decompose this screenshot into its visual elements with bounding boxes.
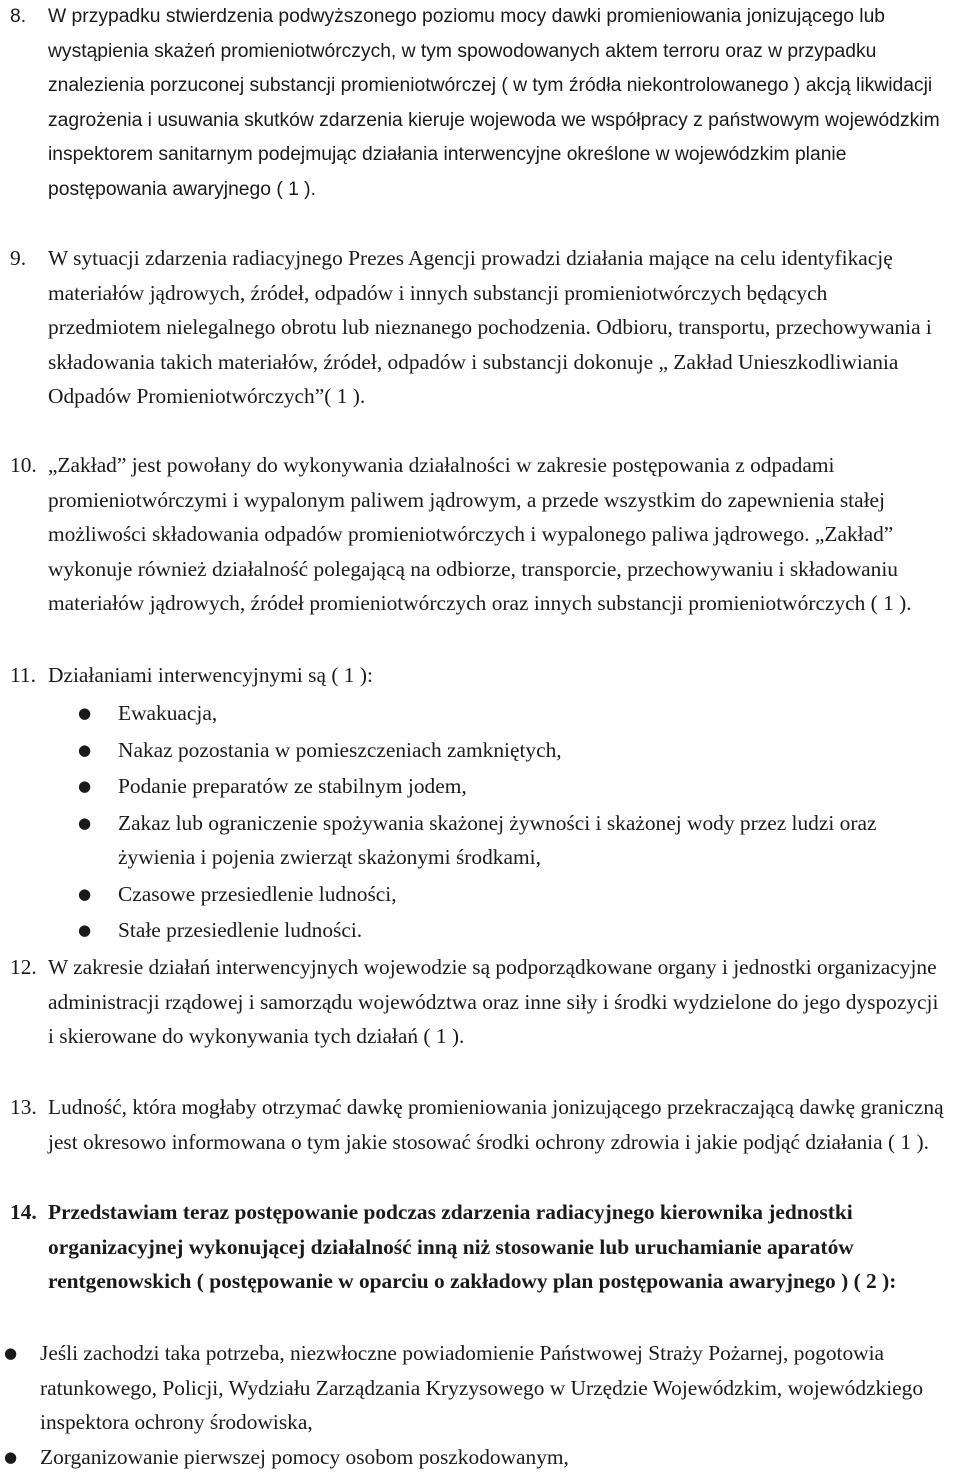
paragraph-10 <box>10 448 945 621</box>
list-item <box>78 806 958 875</box>
bullet-icon: ● <box>78 704 92 722</box>
list-item-text: Czasowe przesiedlenie ludności, <box>118 881 397 906</box>
paragraph-number: 13. <box>10 1095 37 1119</box>
paragraph-number: 14. <box>10 1200 37 1224</box>
paragraph-14 <box>10 1195 945 1299</box>
list-item <box>78 733 958 768</box>
list-item-text: Nakaz pozostania w pomieszczeniach zamkniętych, <box>118 737 562 762</box>
list-item <box>78 877 958 912</box>
paragraph-number: 9. <box>10 246 27 270</box>
procedure-list <box>0 1336 950 1474</box>
paragraph-text: Działaniami interwencyjnymi są ( 1 ): <box>48 663 373 687</box>
interventions-list <box>78 696 958 948</box>
paragraph-8 <box>10 0 945 207</box>
bullet-icon: ● <box>4 1344 18 1362</box>
paragraph-12 <box>10 950 945 1054</box>
paragraph-text: „Zakład” jest powołany do wykonywania działalności w zakresie postępowania z odpadami promieniotwórczymi i wypalonym paliwem jądrowym, a przede wszystkim do zapewnienia stałej możliwości składowania odpadów promieniotwórczych i wypalonego paliwa jądrowego. „Zakład” wykonuje również działalność polegającą na odbiorze, transporcie, przechowywaniu i składowaniu materiałów jądrowych, źródeł promieniotwórczych oraz innych substancji promieniotwórczych ( 1 ). <box>48 453 912 615</box>
paragraph-text: W zakresie działań interwencyjnych wojewodzie są podporządkowane organy i jednostki organizacyjne administracji rządowej i samorządu województwa oraz inne siły i środki wydzielone do jego dyspozycji i skierowane do wykonywania tych działań ( 1 ). <box>48 955 939 1048</box>
bullet-icon: ● <box>78 884 92 903</box>
paragraph-text: W przypadku stwierdzenia podwyższonego poziomu mocy dawki promieniowania jonizującego lub wystąpienia skażeń promieniotwórczych, w tym spowodowanych aktem terroru oraz w przypadku znalezienia porzuconej substancji promieniotwórczej ( w tym źródła niekontrolowanego ) akcją likwidacji zagrożenia i usuwania skutków zdarzenia kieruje wojewoda we współpracy z państwowym wojewódzkim inspektorem sanitarnym podejmując działania interwencyjne określone w wojewódzkim planie postępowania awaryjnego ( 1 ). <box>48 6 940 200</box>
paragraph-text: Ludność, która mogłaby otrzymać dawkę promieniowania jonizującego przekraczającą dawkę graniczną jest okresowo informowana o tym jakie stosować środki ochrony zdrowia i jakie podjąć działania ( 1 ). <box>48 1095 944 1154</box>
list-item-text: Stałe przesiedlenie ludności. <box>118 918 363 942</box>
list-item <box>78 769 958 804</box>
list-item-text: Ewakuacja, <box>118 701 218 725</box>
list-item <box>0 1336 950 1440</box>
paragraph-number: 12. <box>10 955 37 979</box>
paragraph-number: 10. <box>10 453 37 477</box>
paragraph-number: 11. <box>10 663 36 687</box>
bullet-icon: ● <box>78 777 92 795</box>
bullet-icon: ● <box>4 1447 18 1466</box>
bullet-icon: ● <box>78 813 92 832</box>
list-item-text: Zakaz lub ograniczenie spożywania skażonej żywności i skażonej wody przez ludzi oraz żywienia i pojenia zwierząt skażonymi środkami, <box>118 810 877 869</box>
list-item-text: Zorganizowanie pierwszej pomocy osobom poszkodowanym, <box>40 1444 569 1469</box>
paragraph-13 <box>10 1090 945 1159</box>
list-item <box>78 696 958 731</box>
paragraph-11 <box>10 658 945 693</box>
paragraph-text: Przedstawiam teraz postępowanie podczas zdarzenia radiacyjnego kierownika jednostki organizacyjnej wykonującej działalność inną niż stosowanie lub uruchamianie aparatów rentgenowskich ( postępowanie w oparciu o zakładowy plan postępowania awaryjnego ) ( 2 ): <box>48 1200 897 1293</box>
bullet-icon: ● <box>78 921 92 939</box>
list-item-text: Jeśli zachodzi taka potrzeba, niezwłoczne powiadomienie Państwowej Straży Pożarnej, pogotowia ratunkowego, Policji, Wydziału Zarządzania Kryzysowego w Urzędzie Wojewódzkim, wojewódzkiego inspektora ochrony środowiska, <box>40 1341 924 1434</box>
paragraph-9 <box>10 241 945 414</box>
list-item-text: Podanie preparatów ze stabilnym jodem, <box>118 774 467 798</box>
paragraph-text: W sytuacji zdarzenia radiacyjnego Prezes Agencji prowadzi działania mające na celu identyfikację materiałów jądrowych, źródeł, odpadów i innych substancji promieniotwórczych będących przedmiotem nielegalnego obrotu lub nieznanego pochodzenia. Odbioru, transportu, przechowywania i składowania takich materiałów, źródeł, odpadów i substancji dokonuje „ Zakład Unieszkodliwiania Odpadów Promieniotwórczych”( 1 ). <box>48 246 932 408</box>
list-item <box>0 1440 950 1475</box>
list-item <box>78 913 958 948</box>
bullet-icon: ● <box>78 740 92 759</box>
paragraph-number: 8. <box>10 6 27 27</box>
